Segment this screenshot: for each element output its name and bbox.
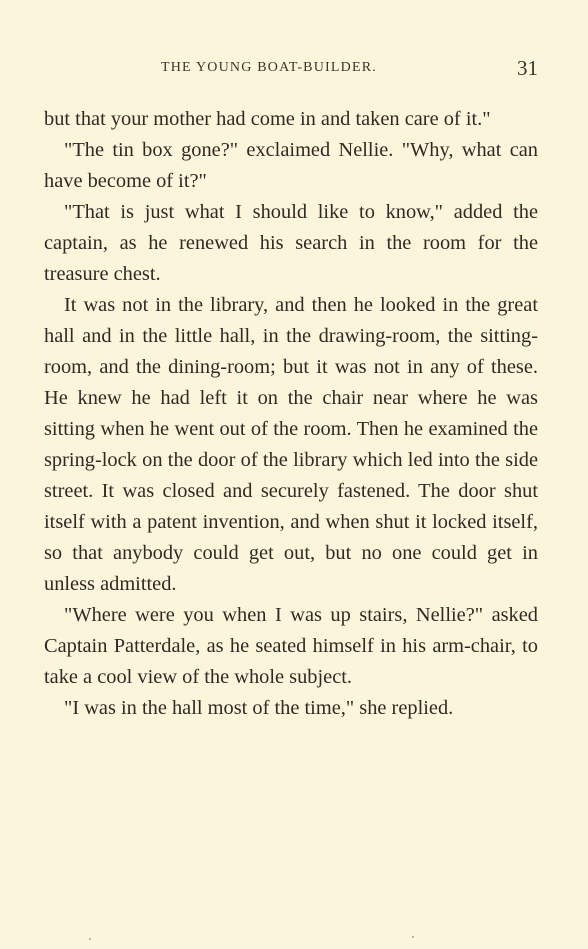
- body-text: [44, 104, 538, 724]
- running-head: [43, 56, 538, 82]
- paragraph: "I was in the hall most of the time," she replied.: [64, 697, 454, 719]
- page-number: 31: [517, 56, 538, 80]
- paragraph: It was not in the library, and then he looked in the great hall and in the little hall, in the drawing-room, the sitting-room, and the dining-room; but it was not in any of these. He knew he had left it on the chair near where he was sitting when he went out of the room. Then he examined the spring-lock on the door of the library which led into the side street. It was closed and securely fastened. The door shut itself with a patent invention, and when shut it locked itself, so that anybody could get out, but no one could get in unless admitted.: [44, 294, 538, 595]
- paragraph: "Where were you when I was up stairs, Nellie?" asked Captain Patterdale, as he seated himself in his arm-chair, to take a cool view of the whole subject.: [44, 604, 538, 688]
- paragraph: but that your mother had come in and taken care of it.": [44, 108, 491, 130]
- paragraph: "The tin box gone?" exclaimed Nellie. "Why, what can have become of it?": [44, 139, 538, 192]
- running-title: THE YOUNG BOAT-BUILDER.: [161, 60, 377, 75]
- paragraph: "That is just what I should like to know," added the captain, as he renewed his search in the room for the treasure chest.: [44, 201, 538, 285]
- paper-speck: [89, 938, 91, 940]
- paper-speck: [412, 936, 414, 938]
